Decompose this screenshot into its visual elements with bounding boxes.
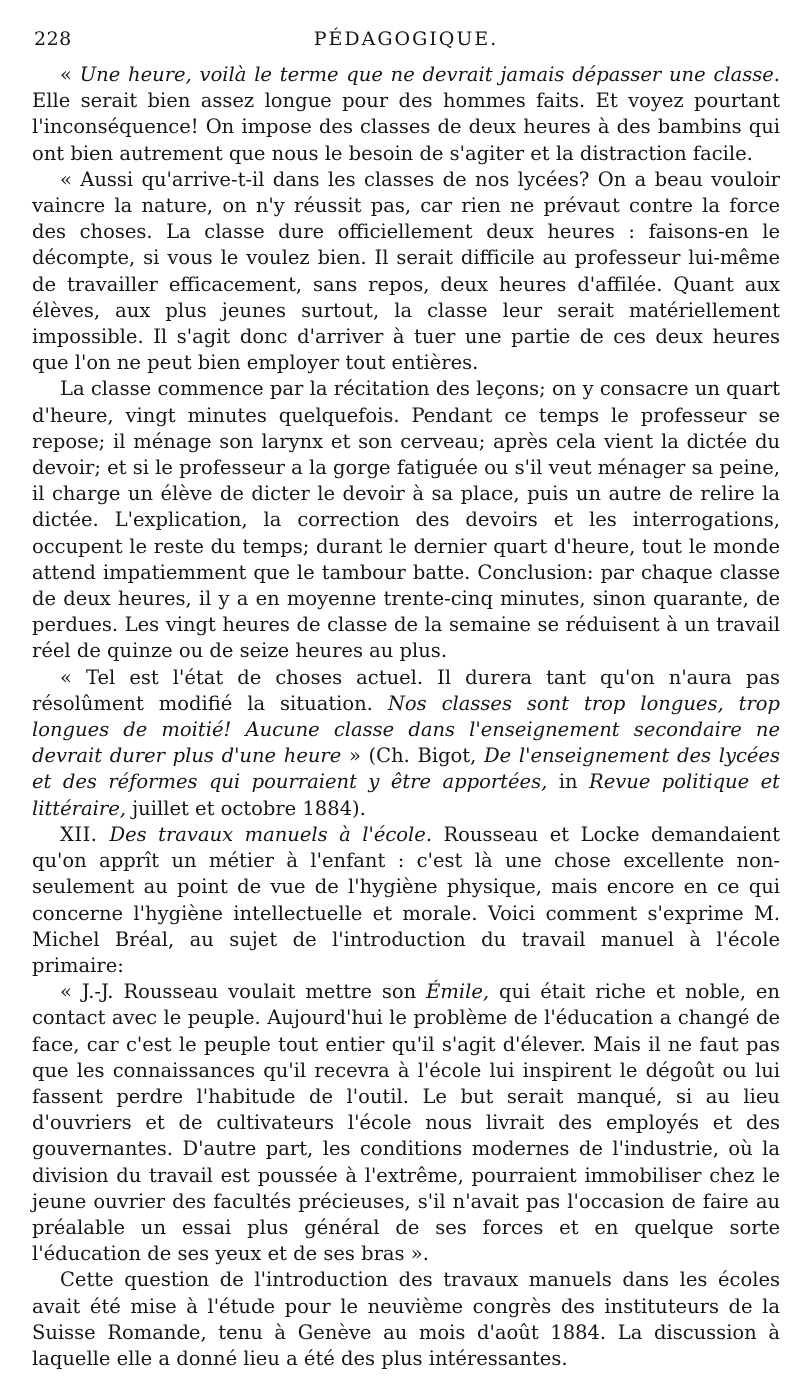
section-number: XII. bbox=[60, 822, 110, 846]
paragraph-7: Cette question de l'introduction des travaux manuels dans les écoles avait été mise à l'étude pour le neuvième congrès des instituteurs de la Suisse Romande, tenu à Genève au mois d'août 1884. La discussion à laquelle elle a donné lieu a été des plus intéressantes. bbox=[32, 1268, 780, 1370]
page-number: 228 bbox=[34, 28, 72, 50]
body-text bbox=[32, 62, 780, 1372]
paragraph-text: in bbox=[547, 770, 590, 794]
italic-emphasis: Une heure, voilà le terme que ne devrait jamais dépasser une classe. bbox=[79, 63, 780, 86]
paragraph-text: » (Ch. Bigot, bbox=[341, 744, 485, 768]
italic-emphasis: Nos classes sont trop longues, trop longues de moitié! Aucune classe dans l'enseignement secondaire ne devrait durer plus d'une heure bbox=[32, 691, 780, 768]
paragraph-3: La classe commence par la récitation des leçons; on y consacre un quart d'heure, vingt minutes quelquefois. Pendant ce temps le professeur se repose; il ménage son larynx et son cerveau; après cela vient la dictée du devoir; et si le professeur a la gorge fatiguée ou s'il veut ménager sa peine, il charge un élève de dicter le devoir à sa place, puis un autre de relire la dictée. L'explication, la correction des devoirs et les interrogations, occupent le reste du temps; durant le dernier quart d'heure, tout le monde attend impatiemment que le tambour batte. Conclusion: par chaque classe de deux heures, il y a en moyenne trente-cinq minutes, sinon quarante, de perdues. Les vingt heures de classe de la semaine se réduisent à un travail réel de quinze ou de seize heures au plus. bbox=[32, 377, 780, 663]
paragraph-text: « Tel est l'état de choses actuel. Il durera tant qu'on n'aura pas résolûment modifié la situation. bbox=[32, 665, 780, 715]
paragraph-6 bbox=[32, 979, 780, 1267]
paragraph-4 bbox=[32, 665, 780, 822]
journal-title: Revue politique et littéraire, bbox=[32, 770, 780, 820]
paragraph-text: Elle serait bien assez longue pour des hommes faits. Et voyez pourtant l'inconséquence! On impose des classes de deux heures à des bambins qui ont bien autrement que nous le besoin de s'agiter et la distraction facile. bbox=[32, 89, 780, 165]
quote-open: « bbox=[60, 63, 80, 86]
section-paragraph bbox=[32, 822, 780, 979]
paragraph-text: « J.-J. Rousseau voulait mettre son bbox=[60, 980, 427, 1004]
running-head: PÉDAGOGIQUE. bbox=[313, 28, 499, 50]
citation-title: De l'enseignement des lycées et des réformes qui pourraient y être apportées, bbox=[32, 744, 780, 794]
paragraph-text: Rousseau et Locke demandaient qu'on apprît un métier à l'enfant : c'est là une chose excellente non-seulement au point de vue de l'hygiène physique, mais encore en ce qui concerne l'hygiène intellectuelle et morale. Voici comment s'exprime M. Michel Bréal, au sujet de l'introduction du travail manuel à l'école primaire: bbox=[32, 822, 781, 977]
section-title: Des travaux manuels à l'école. bbox=[109, 822, 433, 846]
paragraph-2: « Aussi qu'arrive-t-il dans les classes de nos lycées? On a beau vouloir vaincre la nature, on n'y réussit pas, car rien ne prévaut contre la force des choses. La classe dure officiellement deux heures : faisons-en le décompte, si vous le voulez bien. Il serait difficile au professeur lui-même de travailler efficacement, sans repos, deux heures d'affilée. Quant aux élèves, aux plus jeunes surtout, la classe leur serait matériellement impossible. Il s'agit donc d'arriver à tuer une partie de ces deux heures que l'on ne peut bien employer tout entières. bbox=[32, 167, 780, 375]
page-header bbox=[32, 22, 780, 62]
paragraph-text: juillet et octobre 1884). bbox=[125, 796, 366, 820]
italic-emphasis: Émile, bbox=[426, 980, 490, 1004]
paragraph-text: qui était riche et noble, en contact avec le peuple. Aujourd'hui le problème de l'éducation a changé de face, car c'est le peuple tout entier qu'il s'agit d'élever. Mais il ne faut pas que les connaissances qu'il recevra à l'école lui inspirent le dégoût ou lui fassent perdre l'habitude de l'outil. Le but serait manqué, si au lieu d'ouvriers et de cultivateurs l'école nous livrait des employés et des gouvernantes. D'autre part, les conditions modernes de l'industrie, où la division du travail est poussée à l'extrême, pourraient immobiliser chez le jeune ouvrier des facultés précieuses, s'il n'avait pas l'occasion de faire au préalable un essai plus général de ses forces et en quelque sorte l'éducation de ses yeux et de ses bras ». bbox=[32, 980, 780, 1266]
paragraph-1 bbox=[32, 62, 780, 167]
